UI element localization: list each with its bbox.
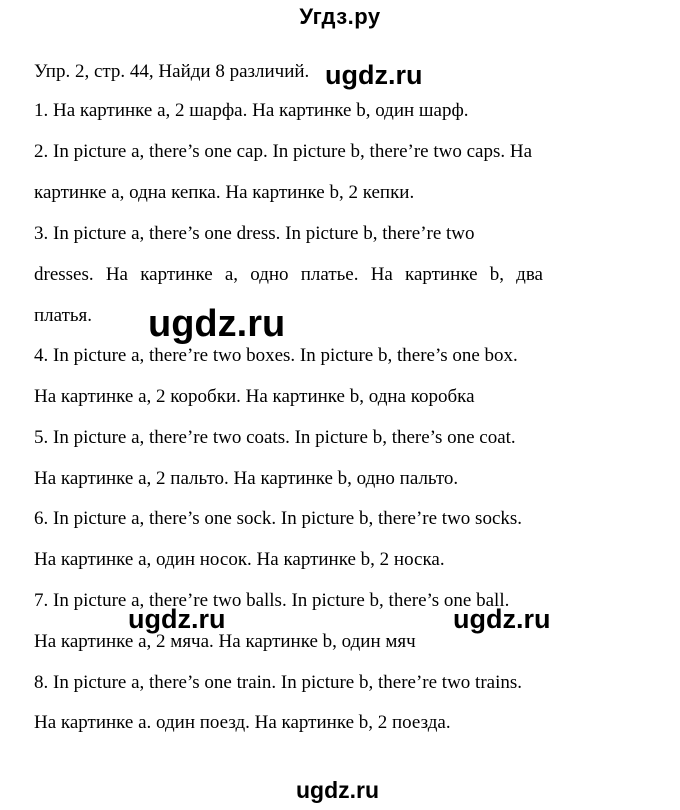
answer-line-3: картинке а, одна кепка. На картинке b, 2 кепки. bbox=[34, 182, 415, 203]
answer-line-16: На картинке а. один поезд. На картинке b, 2 поезда. bbox=[34, 712, 451, 733]
answer-line-4: 3. In picture a, there’s one dress. In picture b, there’re two bbox=[34, 223, 475, 244]
answer-line-9: 5. In picture a, there’re two coats. In picture b, there’s one coat. bbox=[34, 427, 516, 448]
answer-line-7: 4. In picture a, there’re two boxes. In picture b, there’s one box. bbox=[34, 345, 518, 366]
answer-line-12: На картинке а, один носок. На картинке b, 2 носка. bbox=[34, 549, 445, 570]
watermark-lower-left: ugdz.ru bbox=[128, 604, 226, 634]
answer-line-13: 7. In picture a, there’re two balls. In picture b, there’s one ball. bbox=[34, 590, 510, 611]
answer-line-6: платья. bbox=[34, 305, 93, 326]
answer-line-2: 2. In picture a, there’s one cap. In picture b, there’re two caps. На bbox=[34, 141, 533, 162]
site-title: Угдз.ру bbox=[299, 4, 381, 29]
watermark-lower-right: ugdz.ru bbox=[453, 604, 551, 634]
task-heading: Упр. 2, стр. 44, Найди 8 различий. bbox=[34, 61, 310, 82]
answer-line-8: На картинке а, 2 коробки. На картинке b, одна коробка bbox=[34, 386, 475, 407]
watermark-middle: ugdz.ru bbox=[148, 303, 286, 345]
answer-line-5: dresses. На картинке а, одно платье. На картинке b, два bbox=[34, 264, 543, 285]
answer-line-11: 6. In picture a, there’s one sock. In picture b, there’re two socks. bbox=[34, 508, 523, 529]
answer-line-15: 8. In picture a, there’s one train. In picture b, there’re two trains. bbox=[34, 672, 523, 693]
answer-line-10: На картинке а, 2 пальто. На картинке b, одно пальто. bbox=[34, 468, 459, 489]
answer-line-14: На картинке а, 2 мяча. На картинке b, один мяч bbox=[34, 631, 416, 652]
answer-line-1: 1. На картинке а, 2 шарфа. На картинке b, один шарф. bbox=[34, 100, 469, 121]
watermark-footer: ugdz.ru bbox=[296, 777, 380, 803]
watermark-top: ugdz.ru bbox=[325, 60, 423, 90]
